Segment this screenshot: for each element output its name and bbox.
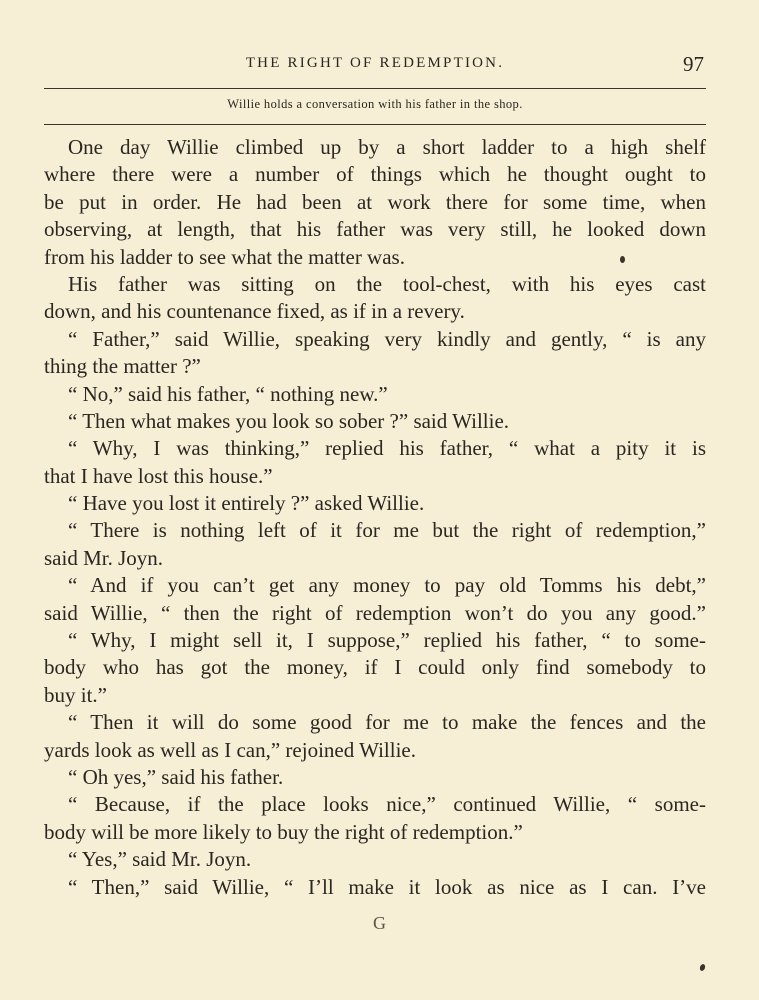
text-line: “ Why, I was thinking,” replied his father, “ what a pity it is [68, 436, 706, 461]
text-line: that I have lost this house.” [44, 463, 273, 488]
text-line: observing, at length, that his father was very still, he looked down [44, 217, 706, 242]
running-head [44, 52, 706, 78]
illustration-caption: Willie holds a conversation with his father in the shop. [227, 97, 523, 111]
text-line: yards look as well as I can,” rejoined Willie. [44, 737, 416, 762]
text-line: from his ladder to see what the matter was. [44, 244, 405, 269]
running-title: THE RIGHT OF REDEMPTION. [245, 55, 505, 71]
text-line: “ Why, I might sell it, I suppose,” replied his father, “ to some- [68, 628, 706, 653]
text-line: said Mr. Joyn. [44, 545, 164, 570]
text-line: body who has got the money, if I could only find somebody to [44, 655, 706, 680]
header-rule [44, 88, 706, 89]
text-line: “ Then,” said Willie, “ I’ll make it look as nice as I can. I’ve [68, 874, 706, 899]
text-line: “ There is nothing left of it for me but the right of redemption,” [68, 518, 706, 543]
text-line: “ Father,” said Willie, speaking very kindly and gently, “ is any [68, 326, 706, 351]
text-line: “ Because, if the place looks nice,” continued Willie, “ some- [68, 792, 706, 817]
text-line: buy it.” [44, 682, 107, 707]
caption-rule [44, 124, 706, 125]
text-line: where there were a number of things which he thought ought to [44, 162, 706, 187]
text-line: His father was sitting on the tool-chest, with his eyes cast [68, 271, 706, 296]
text-line: “ Then what makes you look so sober ?” said Willie. [68, 408, 510, 433]
text-line: said Willie, “ then the right of redemption won’t do you any good.” [44, 600, 706, 625]
text-line: “ Have you lost it entirely ?” asked Willie. [68, 491, 425, 516]
text-line: thing the matter ?” [44, 354, 201, 379]
text-line: “ Then it will do some good for me to make the fences and the [68, 710, 706, 735]
text-line: down, and his countenance fixed, as if in a revery. [44, 299, 465, 324]
text-line: One day Willie climbed up by a short ladder to a high shelf [68, 135, 706, 159]
signature-mark: G [373, 913, 386, 933]
text-line: “ No,” said his father, “ nothing new.” [68, 381, 388, 406]
page-number: 97 [683, 52, 704, 76]
text-line: body will be more likely to buy the right of redemption.” [44, 819, 523, 844]
text-line: “ Oh yes,” said his father. [68, 764, 284, 789]
text-line: “ And if you can’t get any money to pay old Tomms his debt,” [68, 573, 706, 598]
ink-spot [699, 963, 706, 971]
body-text [44, 134, 706, 901]
ink-spot [620, 256, 625, 263]
text-line: “ Yes,” said Mr. Joyn. [68, 847, 252, 872]
text-line: be put in order. He had been at work there for some time, when [44, 189, 706, 214]
